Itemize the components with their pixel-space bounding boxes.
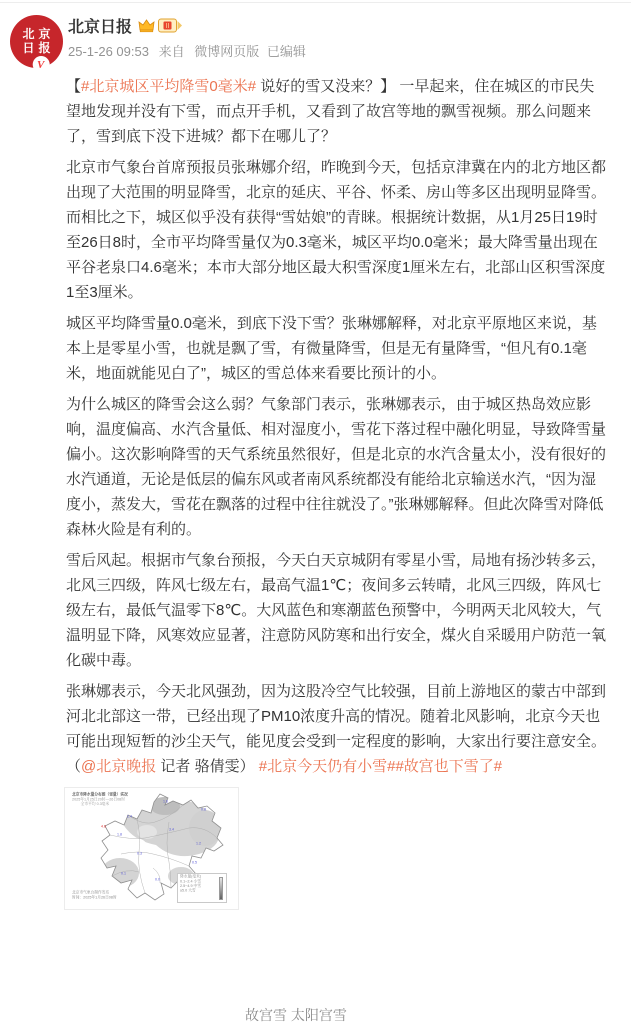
map-source-note: 北京市气象台制作发布 时间：2025年1月26日08时: [72, 891, 117, 900]
hashtag-link[interactable]: #故宫也下雪了#: [395, 758, 503, 775]
text-run: 为什么城区的降雪会这么弱？气象部门表示，张琳娜表示，由于城区热岛效应影响，温度偏高、水汽含量低、相对湿度小，雪花下落过程中融化明显，导致降雪量偏小。这次影响降雪的天气系统虽然很好，但是北京的水汽含量太小，没有很好的水汽通道，无论是低层的偏东风或者南风系统都没有能给北京输送水汽，“因为湿度小，蒸发大，雪花在飘落的过程中往往就没了。”张琳娜解释。但此次降雪对降低森林火险是有利的。: [66, 396, 607, 538]
legend-line: 2.5~4.9 中雪: [180, 884, 201, 889]
account-name[interactable]: 北京日报: [68, 19, 133, 36]
post-text: [66, 74, 607, 779]
text-run: 【: [66, 78, 82, 95]
station-value-label: 1.6: [163, 800, 169, 804]
text-run: 张琳娜表示，今天北风强劲，因为这股冷空气比较强，目前上游地区的蒙古中部到河北北部这一带，已经出现了PM10浓度升高的情况。随着北风影响，北京今天也可能出现短暂的沙尘天气，能见度会受到一定程度的影响，大家出行要注意安全。（: [66, 683, 607, 775]
post-paragraph: [66, 155, 607, 305]
source-link[interactable]: 微博网页版: [194, 44, 260, 59]
source-prefix-label: 来自: [158, 44, 185, 59]
post-paragraph: [66, 679, 607, 779]
station-value-label: 1.2: [196, 842, 202, 846]
map-legend-colorbar: [219, 877, 223, 900]
avatar-char: 北: [22, 27, 35, 41]
post-meta: [68, 41, 631, 60]
station-value-label: 3.4: [169, 828, 175, 832]
legend-line: 降水量(毫米): [180, 875, 202, 879]
map-legend-lines: [180, 875, 201, 894]
hashtag-link[interactable]: #北京城区平均降雪0毫米#: [81, 78, 257, 95]
post-paragraph: [66, 74, 607, 149]
avatar-char: 日: [22, 41, 35, 55]
text-run: 记者 骆倩雯）: [156, 758, 259, 775]
vip-crown-icon[interactable]: [138, 18, 155, 33]
avatar-char: 京: [38, 27, 51, 41]
text-run: 雪后风起。根据市气象台预报，今天白天京城阴有零星小雪，局地有扬沙转多云，北风三四级，阵风七级左右，最高气温1℃；夜间多云转晴，北风三四级，阵风七级左右，最低气温零下8℃。大风蓝色和寒潮蓝色预警中，今明两天北风较大，气温明显下降，风寒效应显著，注意防风防寒和出行安全，煤火自采暖用户防范一氧化碳中毒。: [66, 552, 607, 669]
station-value-label: 1.8: [117, 833, 123, 837]
station-value-label: 0.3: [137, 852, 143, 856]
text-run: 城区平均降雪量0.0毫米，到底下没下雪？张琳娜解释，对北京平原地区来说，基本上是零星小雪，也就是飘了雪，有微量降雪，但是无有量降雪，“但凡有0.1毫米，地面就能见白了”，城区的雪总体来看要比预计的小。: [66, 315, 597, 382]
post-paragraph: [66, 392, 607, 542]
post-paragraph: [66, 311, 607, 386]
hashtag-link[interactable]: #北京今天仍有小雪#: [258, 758, 396, 775]
mention-link[interactable]: @北京晚报: [81, 758, 157, 775]
station-value-label: 0.0: [155, 878, 161, 882]
svg-text:II: II: [165, 23, 170, 30]
text-run: 说好的雪又没来？】 一早起来，住在城区的市民失望地发现并没有下雪，而点开手机，又看到了故宫等地的飘雪视频。那么问题来了，雪到底下没下进城？都下在哪儿了？: [66, 78, 595, 145]
station-value-label: 0.5: [192, 861, 198, 865]
station-value-label: 0.1: [121, 872, 127, 876]
edited-label[interactable]: 已编辑: [266, 44, 306, 59]
station-value-label: 0.8: [201, 808, 207, 812]
avatar-char: 报: [38, 41, 51, 55]
account-avatar[interactable]: [10, 15, 63, 71]
vip-level-badge-icon[interactable]: [158, 18, 184, 33]
snowfall-map-thumbnail[interactable]: [64, 787, 239, 910]
map-legend: [177, 873, 227, 903]
legend-line: 0.1~2.4 小雪: [180, 879, 201, 884]
text-run: 北京市气象台首席预报员张琳娜介绍，昨晚到今天，包括京津冀在内的北方地区都出现了大范围的明显降雪，北京的延庆、平谷、怀柔、房山等多区出现明显降雪。而相比之下，城区似乎没有获得“雪姑娘”的青睐。根据统计数据，从1月25日19时至26日8时，全市平均降雪量仅为0.3毫米，城区平均0.0毫米；最大降雪量出现在平谷老泉口4.6毫米；本市大部分地区最大积雪深度1厘米左右，北部山区积雪深度1至3厘米。: [66, 159, 607, 301]
verified-v-icon: V: [33, 57, 48, 72]
clipped-next-content-text: 故宫雪 太阳宫雪: [245, 1007, 347, 1023]
station-value-label: 2.4: [127, 815, 133, 819]
post-timestamp[interactable]: 25-1-26 09:53: [68, 44, 149, 59]
map-title: 北京市降水量分布图（雪量）实况 2025年1月25日20时—26日08时 全市平均 0.3毫米: [72, 793, 128, 807]
station-value-label: 4.6: [101, 825, 107, 829]
post-paragraph: [66, 548, 607, 673]
legend-line: ≥5.0 大雪: [180, 888, 196, 893]
